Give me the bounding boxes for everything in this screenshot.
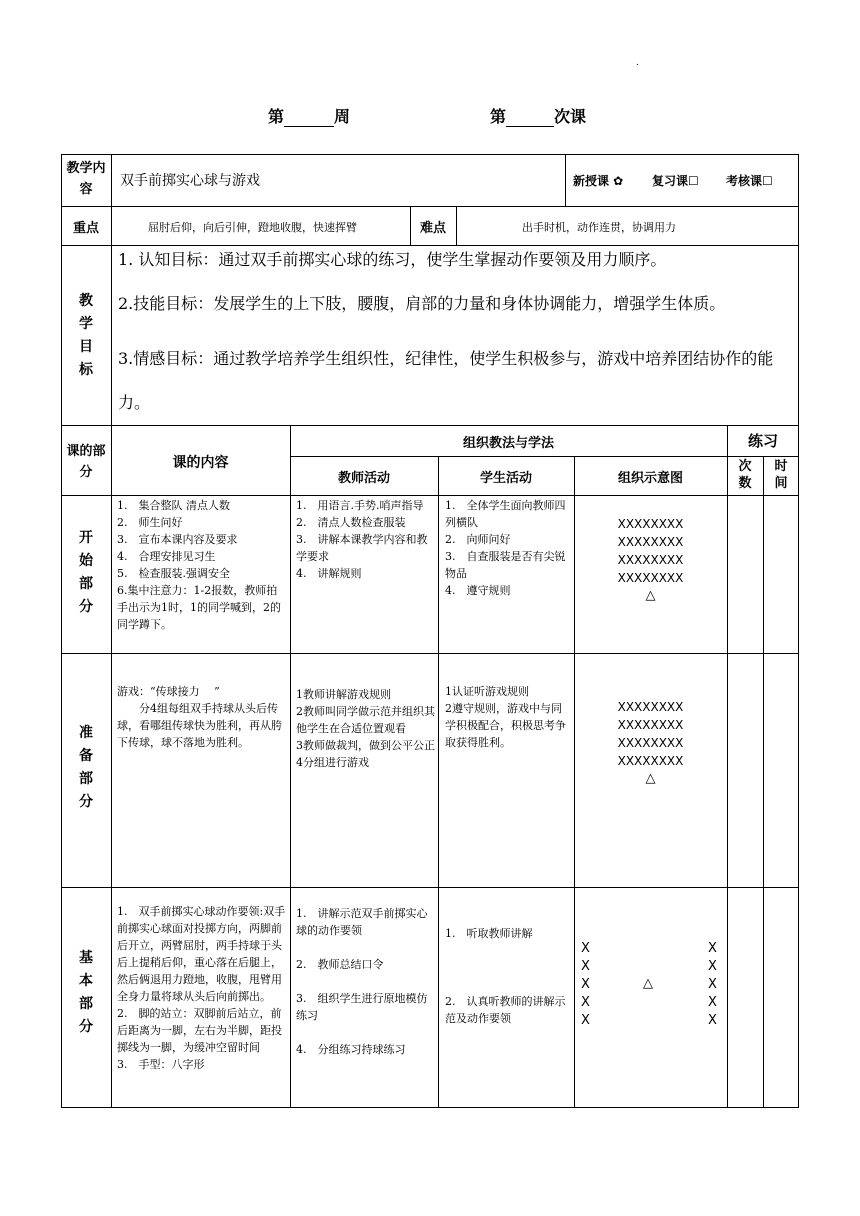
key-label: 重点: [72, 221, 99, 236]
lesson-header: 第 次课: [490, 107, 587, 126]
head-diagram: 组织示意图: [617, 471, 683, 486]
objective-cognitive: 1. 认知目标：通过双手前掷实心球的练习，使学生掌握动作要领及用力顺序。: [118, 250, 667, 269]
section-start-student: 1. 全体学生面向教师四列横队 2. 向师问好 3. 自查服装是否有尖锐物品 4. 遵守规则: [445, 499, 566, 597]
lesson-blank[interactable]: [506, 110, 554, 127]
week-header: 第 周: [268, 107, 351, 126]
head-practice: 练习: [747, 432, 778, 450]
section-prep-label: 准 备 部 分: [79, 725, 93, 810]
section-prep-student: 1认证听游戏规则 2遵守规则，游戏中与同学积极配合，积极思考争取获得胜利。: [445, 685, 566, 749]
section-prep-content: 游戏：“传球接力 ” 分4组每组双手持球从头后传球，看哪组传球快为胜利，再从胯下传球，球不落地为胜利。: [117, 685, 282, 749]
section-start-diagram: XXXXXXXX XXXXXXXX XXXXXXXX XXXXXXXX △: [575, 515, 726, 605]
objective-affective: 3.情感目标：通过教学培养学生组织性，纪律性，使学生积极参与，游戏中培养团结协作的能力。: [118, 349, 774, 412]
difficulty-label: 难点: [419, 221, 446, 236]
objectives-label: 教 学 目 标: [79, 293, 93, 378]
week-blank[interactable]: [284, 110, 334, 127]
head-times: 次数: [738, 459, 752, 491]
key-value: 屈肘后仰，向后引伸，蹬地收腹，快速挥臂: [148, 221, 357, 234]
head-part: 课的部分: [66, 444, 106, 480]
section-basic-label: 基 本 部 分: [79, 950, 93, 1035]
objective-skill: 2.技能目标：发展学生的上下肢，腰腹，肩部的力量和身体协调能力，增强学生体质。: [118, 294, 726, 313]
section-start-label: 开 始 部 分: [79, 530, 93, 615]
teacher-triangle-icon: △: [643, 976, 653, 991]
type-review[interactable]: 复习课☐: [652, 174, 699, 188]
section-basic-teacher: 1. 讲解示范双手前掷实心球的动作要领 2. 教师总结口令 3. 组织学生进行原地模仿练习 4. 分组练习持球练习: [296, 907, 428, 1056]
content-value: 双手前掷实心球与游戏: [120, 173, 260, 189]
type-exam[interactable]: 考核课☐: [726, 174, 773, 188]
teacher-triangle-icon: △: [645, 588, 656, 603]
section-basic-diagram-left: X X X X X: [581, 941, 590, 1028]
content-label: 教学内容: [66, 161, 106, 197]
section-basic-student: 1. 听取教师讲解 2. 认真听教师的讲解示范及动作要领: [445, 927, 566, 1025]
section-prep-diagram: XXXXXXXX XXXXXXXX XXXXXXXX XXXXXXXX △: [575, 698, 726, 788]
head-duration: 时间: [774, 459, 788, 491]
section-start-teacher: 1. 用语言.手势.哨声指导 2. 清点人数检查服装 3. 讲解本课教学内容和教学要求 4. 讲解规则: [296, 499, 428, 580]
head-method: 组织教法与学法: [462, 436, 554, 451]
section-basic-diagram-right: X X X X X: [708, 941, 717, 1028]
corner-mark: .: [636, 58, 639, 68]
difficulty-value: 出手时机，动作连贯，协调用力: [522, 221, 676, 234]
head-teacher: 教师活动: [337, 471, 390, 486]
head-student: 学生活动: [479, 471, 532, 486]
section-start-content: 1. 集合整队 清点人数 2. 师生问好 3. 宣布本课内容及要求 4. 合理安排见习生 5. 检查服装.强调安全 6.集中注意力：1-2报数，教师拍手出示为1时，1的同学喊到，2的同学蹲下。: [117, 499, 281, 631]
teacher-triangle-icon: △: [645, 771, 656, 786]
type-new[interactable]: 新授课 ✿: [573, 174, 624, 188]
head-content: 课的内容: [172, 455, 229, 471]
section-basic-content: 1. 双手前掷实心球动作要领:双手前掷实心球面对投掷方向，两脚前后开立，两臂屈肘，两手持球于头后上提稍后仰，重心落在后腿上，然后俩退用力蹬地，收腹，甩臂用全身力量将球从头后向前掷出。 2. 脚的站立：双脚前后站立，前后距离为一脚，左右为半脚，距投掷线为一脚，为缓冲空留时间 3. 手型：八字形: [117, 905, 286, 1071]
section-prep-teacher: 1教师讲解游戏规则 2教师叫同学做示范并组织其他学生在合适位置观看 3教师做裁判，做到公平公正 4分组进行游戏: [296, 688, 435, 769]
objectives-list: [118, 249, 794, 425]
